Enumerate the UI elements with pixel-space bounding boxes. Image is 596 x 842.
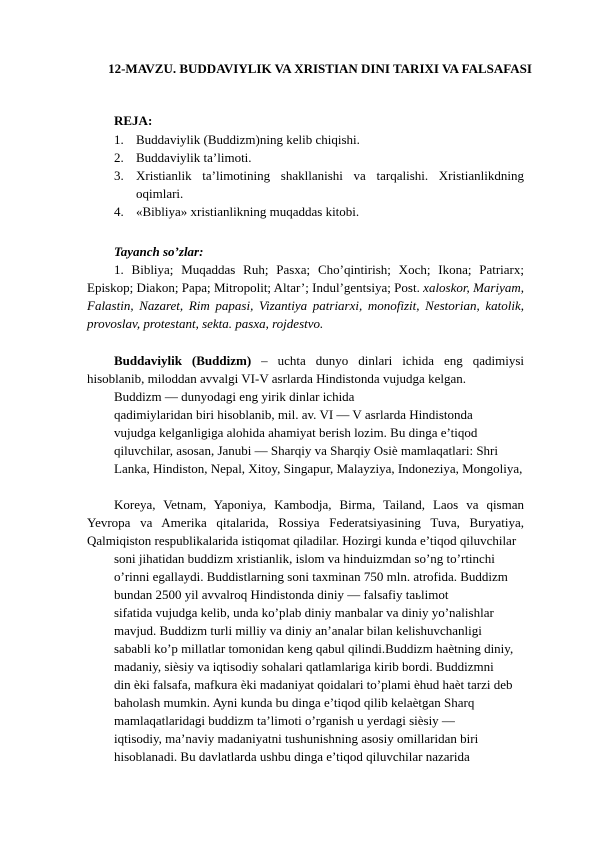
text-line: din èki falsafa, mafkura èki madaniyat qoidalari to’plami èhud haèt tarzi deb — [114, 677, 513, 692]
plan-item — [114, 167, 524, 203]
countries-text: Lanka, Hindiston, Nepal, Xitoy, Singapur, Malayziya, Indoneziya, Mongoliya, — [114, 461, 523, 476]
intro-paragraph — [87, 352, 524, 388]
keywords-heading: Tayanch so’zlar: — [114, 244, 204, 259]
text-line: madaniy, sièsiy va iqtisodiy sohalari qatlamlariga kirib bordi. Buddizmni — [114, 659, 494, 674]
text-line: iqtisodiy, ma’naviy madaniyatni tushunishning asosiy omillaridan biri — [114, 731, 479, 746]
text-line: Buddizm — dunyodagi eng yirik dinlar ichida — [114, 389, 355, 404]
text-line: sifatida vujudga kelib, unda ko’plab diniy manbalar va diniy yo’nalishlar — [114, 605, 494, 620]
text-line: hisoblanadi. Bu davlatlarda ushbu dinga e’tiqod qiluvchilar nazarida — [114, 749, 470, 764]
countries-paragraph — [87, 460, 524, 478]
text-line: sababli ko’p millatlar tomonidan keng qabul qilindi.Buddizm haètning diniy, — [114, 641, 514, 656]
plan-list — [114, 131, 524, 221]
text-line: mavjud. Buddizm turli milliy va diniy an’analar bilan kelishuvchanligi — [114, 623, 482, 638]
plan-item-number: 4. — [114, 204, 124, 219]
plan-item-text: «Bibliya» xristianlikning muqaddas kitobi. — [136, 204, 360, 219]
keywords-paragraph — [87, 261, 524, 333]
keywords-plain-text: 1. Bibliya; Muqaddas Ruh; Pasxa; Cho’qintirish; Xoch; Ikona; Patriarx; Episkop; Diakon; Papa; Mitropolit; Altar’; Indul’gentsiya; Post. — [87, 262, 524, 295]
page-title: 12-MAVZU. BUDDAVIYLIK VA XRISTIAN DINI TARIXI VA FALSAFASI — [108, 61, 532, 76]
intro-text: – uchta dunyo dinlari ichida eng qadimiysi hisoblanib, miloddan avvalgi VI-V asrlarda Hindistonda vujudga kelgan. — [87, 353, 524, 386]
plan-item-text: Buddaviylik (Buddizm)ning kelib chiqishi. — [136, 132, 360, 147]
region-text: Koreya, Vetnam, Yaponiya, Kambodja, Birma, Tailand, Laos va qisman Yevropa va Amerika qitalarida, Rossiya Federatsiyasining Tuva, Buryatiya, Qalmiqiston respublikalarida istiqomat qiladilar. Hozirgi kunda e’tiqod qiluvchilar — [87, 497, 524, 548]
plan-item-text: Buddaviylik ta’limoti. — [136, 150, 252, 165]
intro-term: Buddaviylik (Buddizm) — [114, 353, 252, 368]
text-line: soni jihatidan buddizm xristianlik, islom va hinduizmdan so’ng to’rtinchi — [114, 551, 495, 566]
plan-heading: REJA: — [114, 113, 153, 128]
text-line: baholash mumkin. Ayni kunda bu dinga e’tiqod qilib kelaètgan Sharq — [114, 695, 475, 710]
plan-item — [114, 203, 524, 221]
plan-item-number: 3. — [114, 168, 124, 183]
plan-item-number: 2. — [114, 150, 124, 165]
text-line: qadimiylaridan biri hisoblanib, mil. av. VI — V asrlarda Hindistonda — [114, 407, 473, 422]
text-line: vujudga kelganligiga alohida ahamiyat berish lozim. Bu dinga e’tiqod — [114, 425, 478, 440]
region-paragraph — [87, 496, 524, 550]
text-line: qiluvchilar, asosan, Janubi — Sharqiy va Sharqiy Osiè mamlaqatlari: Shri — [114, 443, 498, 458]
keywords-italic-text: xaloskor, Mariyam, Falastin, Nazaret, Rim papasi, Vizantiya patriarxi, monofizit, Nestorian, katolik, provoslav, protestant, sekta. pasxa, rojdestvo. — [87, 280, 524, 331]
plan-item-text: Xristianlik ta’limotining shakllanishi va tarqalishi. Xristianlikdning oqimlari. — [136, 168, 524, 201]
plan-item — [114, 131, 524, 149]
plan-item — [114, 149, 524, 167]
plan-item-number: 1. — [114, 132, 124, 147]
text-line: mamlaqatlaridagi buddizm ta’limoti o’rganish u yerdagi sièsiy — — [114, 713, 455, 728]
text-line: o’rinni egallaydi. Buddistlarning soni taxminan 750 mln. atrofida. Buddizm — [114, 569, 508, 584]
text-line: bundan 2500 yil avvalroq Hindistonda diniy — falsafiy taьlimot — [114, 587, 449, 602]
